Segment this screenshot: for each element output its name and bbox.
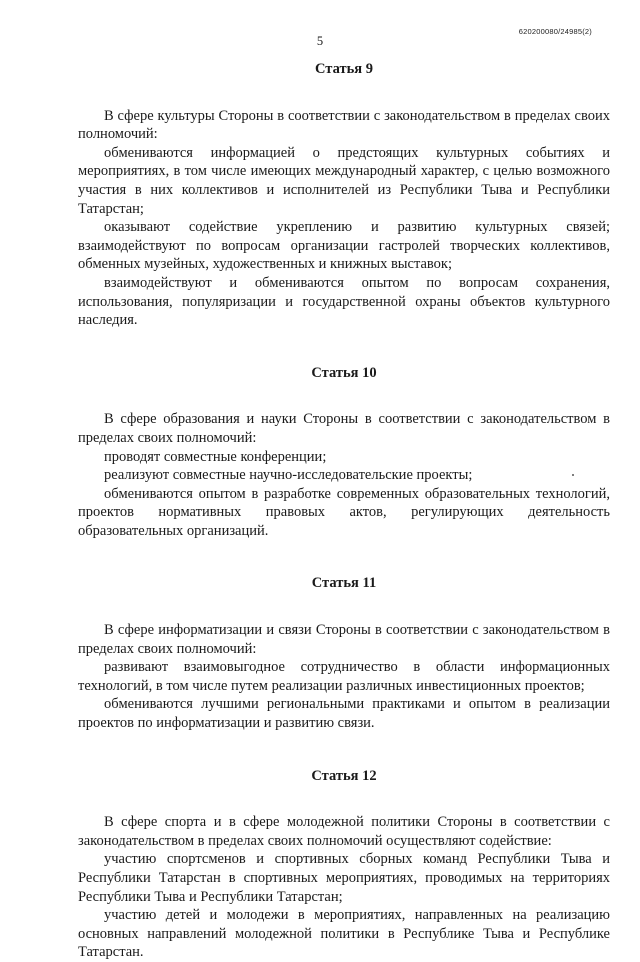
paragraph: взаимодействуют и обмениваются опытом по вопросам сохранения, использования, популяризации и государственной охраны объектов культурного наследия. <box>78 274 610 329</box>
paragraph: В сфере спорта и в сфере молодежной политики Стороны в соответствии с законодательством в пределах своих полномочий осуществляют содействие: <box>78 814 610 849</box>
paragraph: проводят совместные конференции; <box>104 448 327 465</box>
paragraph: развивают взаимовыгодное сотрудничество в области информационных технологий, в том числе путем реализации различных инвестиционных проектов; <box>78 659 610 694</box>
paragraph: обмениваются опытом в разработке современных образовательных технологий, проектов нормативных правовых актов, регулирующих деятельность образовательных организаций. <box>78 485 610 539</box>
article-title: Статья 9 <box>315 61 373 77</box>
document-id: 620200080/24985(2) <box>518 27 592 36</box>
article-11 <box>78 574 610 732</box>
document-body <box>78 60 610 962</box>
paragraph: В сфере образования и науки Стороны в соответствии с законодательством в пределах своих полномочий: <box>78 411 610 446</box>
paragraph: оказывают содействие укреплению и развитию культурных связей; взаимодействуют по вопросам организации гастролей творческих коллективов, обменных музейных, художественных и книжных выставок; <box>78 219 610 273</box>
article-9 <box>78 60 610 330</box>
article-title: Статья 11 <box>311 575 377 592</box>
paragraph: обмениваются информацией о предстоящих культурных событиях и мероприятиях, в том числе имеющих международный характер, с целью возможного участия в них коллективов и исполнителей из Республики Тыва и Республики Татарстан; <box>78 144 610 217</box>
article-12 <box>78 767 610 962</box>
paragraph: В сфере информатизации и связи Стороны в соответствии с законодательством в пределах своих полномочий: <box>78 622 610 657</box>
page-number: 5 <box>316 34 324 48</box>
article-title: Статья 10 <box>311 364 377 381</box>
article-title: Статья 12 <box>311 767 377 784</box>
paragraph: участию детей и молодежи в мероприятиях, направленных на реализацию основных направлений молодежной политики в Республике Тыва и Республике Татарстан. <box>78 907 610 961</box>
paragraph: обмениваются лучшими региональными практиками и опытом в реализации проектов по информатизации и развитию связи. <box>78 696 610 732</box>
article-10 <box>78 364 610 541</box>
paragraph: участию спортсменов и спортивных сборных команд Республики Тыва и Республики Татарстан в спортивных мероприятиях, проводимых на территориях Республики Тыва и Республики Татарстан; <box>78 851 610 905</box>
paragraph: реализуют совместные научно-исследовательские проекты; <box>104 467 473 484</box>
paragraph: В сфере культуры Стороны в соответствии с законодательством в пределах своих полномочий: <box>78 107 610 143</box>
